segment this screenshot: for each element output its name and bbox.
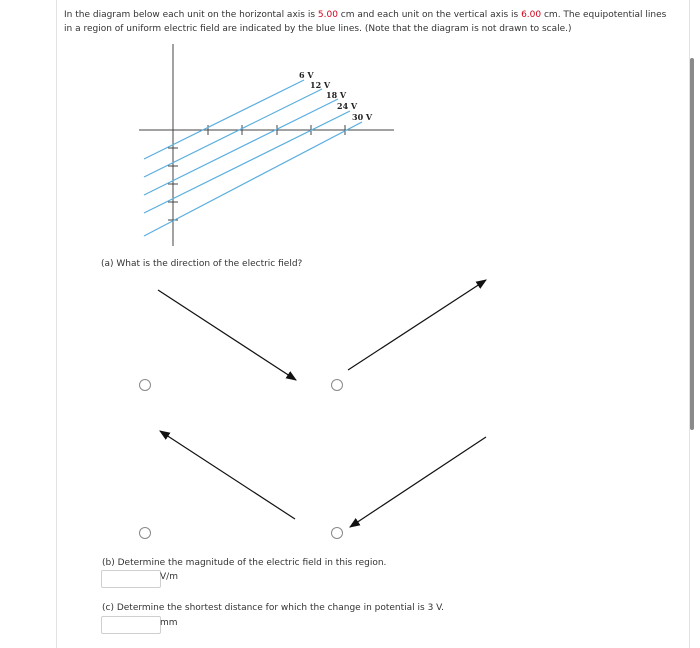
label-18v: 18 V xyxy=(326,90,347,100)
electric-field-unit: V/m xyxy=(160,572,178,582)
label-6v: 6 V xyxy=(299,70,314,80)
intro-part1: In the diagram below each unit on the horizontal axis is xyxy=(64,10,318,20)
intro-part2: cm and each unit on the vertical axis is xyxy=(337,10,522,20)
vertical-unit-value: 6.00 xyxy=(521,10,542,20)
question-c: (c) Determine the shortest distance for which the change in potential is 3 V. xyxy=(102,603,445,613)
question-a: (a) What is the direction of the electric field? xyxy=(101,259,303,269)
label-24v: 24 V xyxy=(337,101,358,111)
intro-part3: cm. The equipotential lines in a region of uniform electric field are indicated by the blue lines. (Note that the diagram is not drawn to scale.) xyxy=(64,10,667,34)
radio-option-3[interactable] xyxy=(139,527,151,539)
distance-input[interactable] xyxy=(101,616,161,634)
arrow-down-left-icon[interactable] xyxy=(350,437,486,527)
question-b: (b) Determine the magnitude of the electric field in this region. xyxy=(102,558,387,568)
radio-option-1[interactable] xyxy=(139,379,151,391)
vertical-scrollbar[interactable] xyxy=(690,58,694,430)
arrow-up-left-icon[interactable] xyxy=(160,431,295,519)
horizontal-unit-value: 5.00 xyxy=(317,10,338,20)
label-12v: 12 V xyxy=(310,80,331,90)
radio-option-4[interactable] xyxy=(331,527,343,539)
arrow-down-right-icon[interactable] xyxy=(158,290,296,380)
radio-option-2[interactable] xyxy=(331,379,343,391)
electric-field-input[interactable] xyxy=(101,570,161,588)
label-30v: 30 V xyxy=(352,112,373,122)
distance-unit: mm xyxy=(160,618,178,628)
arrow-up-right-icon[interactable] xyxy=(348,280,486,370)
